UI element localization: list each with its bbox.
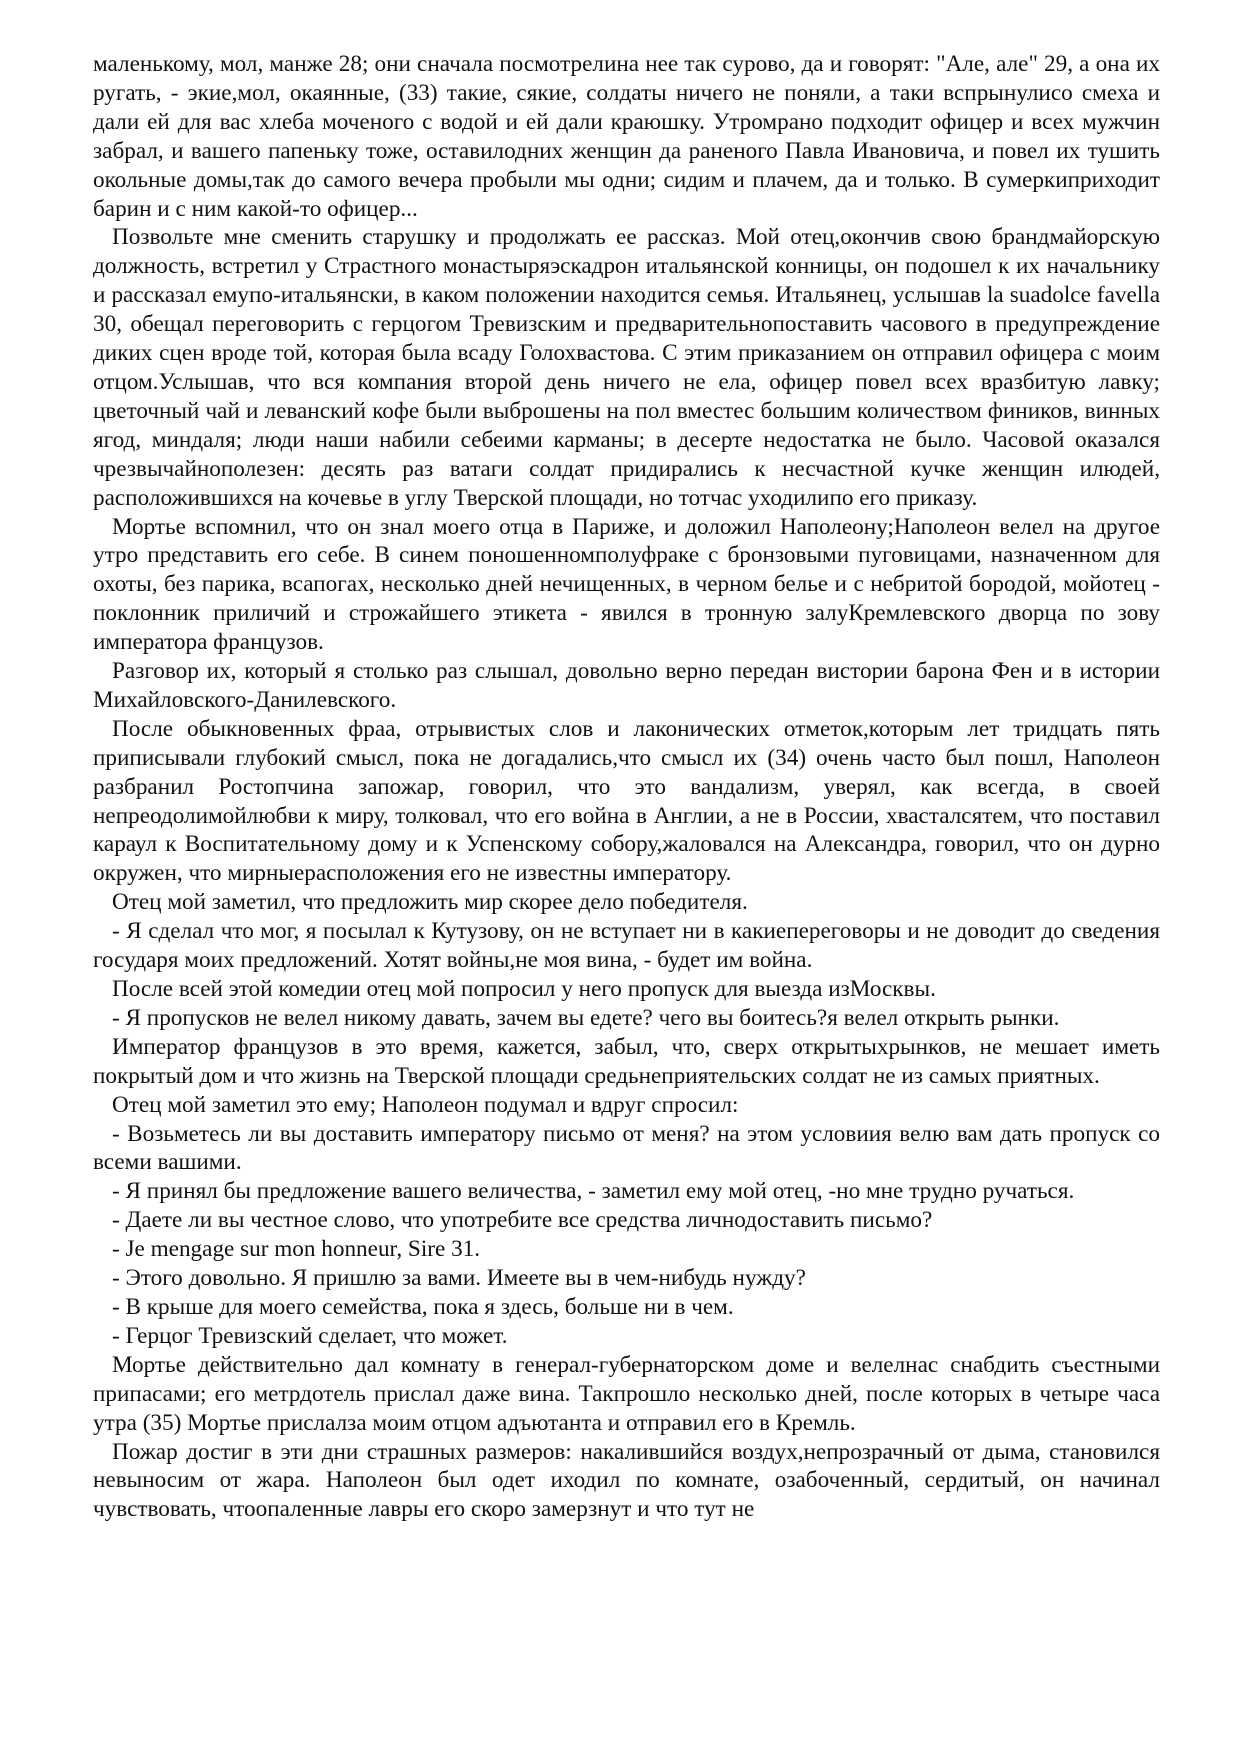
paragraph-18: - Герцог Тревизский сделает, что может. (112, 1322, 508, 1349)
paragraph-14: - Даете ли вы честное слово, что употребите все средства личнодоставить письмо? (112, 1207, 933, 1234)
document-page (93, 50, 1160, 1524)
paragraph-3: Мортье вспомнил, что он знал моего отца в Париже, и доложил Наполеону;Наполеон велел на другое утро представить его себе. В синем поношенномполуфраке с бронзовыми пуговицами, назначенном для охоты, без парика, всапогах, несколько дней нечищенных, в черном белье и с небритой бородой, мойотец - поклонник приличий и строжайшего этикета - явился в тронную залуКремлевского дворца по зову императора французов. (93, 513, 1160, 656)
paragraph-7: - Я сделал что мог, я посылал к Кутузову, он не вступает ни в какиепереговоры и не доводит до сведения государя моих предложений. Хотят войны,не моя вина, - будет им война. (93, 918, 1160, 974)
paragraph-2: Позвольте мне сменить старушку и продолжать ее рассказ. Мой отец,окончив свою брандмайорскую должность, встретил у Страстного монастыряэскадрон итальянской конницы, он подошел к их начальнику и рассказал емупо-итальянски, в каком положении находится семья. Итальянец, услышав la suadolce favella 30, обещал переговорить с герцогом Тревизским и предварительнопоставить часового в предупреждение диких сцен вроде той, которая была всаду Голохвастова. С этим приказанием он отправил офицера с моим отцом.Услышав, что вся компания второй день ничего не ела, офицер повел всех вразбитую лавку; цветочный чай и леванский кофе были выброшены на пол вместес большим количеством фиников, винных ягод, миндаля; люди наши набили себеими карманы; в десерте недостатка не было. Часовой оказался чрезвычайнополезен: десять раз ватаги солдат придирались к несчастной кучке женщин илюдей, расположившихся на кочевье в углу Тверской площади, но тотчас уходилипо его приказу. (93, 224, 1160, 511)
paragraph-5: После обыкновенных фраа, отрывистых слов и лаконических отметок,которым лет тридцать пять приписывали глубокий смысл, пока не догадались,что смысл их (34) очень часто был пошл, Наполеон разбранил Ростопчина запожар, говорил, что это вандализм, уверял, как всегда, в своей непреодолимойлюбви к миру, толковал, что его война в Англии, а не в России, хвасталсятем, что поставил караул к Воспитательному дому и к Успенскому собору,жаловался на Александра, говорил, что он дурно окружен, что мирныерасположения его не известны императору. (93, 715, 1160, 887)
paragraph-10: Император французов в это время, кажется, забыл, что, сверх открытыхрынков, не мешает иметь покрытый дом и что жизнь на Тверской площади средьнеприятельских солдат не из самых приятных. (93, 1033, 1160, 1089)
paragraph-12: - Возьметесь ли вы доставить императору письмо от меня? на этом условиия велю вам дать пропуск со всеми вашими. (93, 1120, 1160, 1176)
paragraph-11: Отец мой заметил это ему; Наполеон подумал и вдруг спросил: (112, 1091, 739, 1118)
paragraph-8: После всей этой комедии отец мой попросил у него пропуск для выезда изМосквы. (112, 976, 936, 1002)
paragraph-13: - Я принял бы предложение вашего величества, - заметил ему мой отец, -но мне трудно ручаться. (112, 1178, 1075, 1205)
paragraph-19: Мортье действительно дал комнату в генерал-губернаторском доме и велелнас снабдить съестными припасами; его метрдотель прислал даже вина. Такпрошло несколько дней, после которых в четыре часа утра (35) Мортье прислалза моим отцом адъютанта и отправил его в Кремль. (93, 1351, 1160, 1436)
paragraph-1: маленькому, мол, манже 28; они сначала посмотрелина нее так сурово, да и говорят: "Але, але" 29, а она их ругать, - экие,мол, окаянные, (33) такие, сякие, солдаты ничего не поняли, а таки вспрынулисо смеха и дали ей для вас хлеба моченого с водой и ей дали краюшку. Утромрано подходит офицер и всех мужчин забрал, и вашего папеньку тоже, оставилодних женщин да раненого Павла Ивановича, и повел их тушить окольные домы,так до самого вечера пробыли мы одни; сидим и плачем, да и только. В сумеркиприходит барин и с ним какой-то офицер... (93, 51, 1160, 222)
paragraph-16: - Этого довольно. Я пришлю за вами. Имеете вы в чем-нибудь нужду? (112, 1265, 806, 1292)
paragraph-9: - Я пропусков не велел никому давать, зачем вы едете? чего вы боитесь?я велел открыть рынки. (112, 1004, 1060, 1031)
paragraph-20: Пожар достиг в эти дни страшных размеров: накалившийся воздух,непрозрачный от дыма, становился невыносим от жара. Наполеон был одет иходил по комнате, озабоченный, сердитый, он начинал чувствовать, чтоопаленные лавры его скоро замерзнут и что тут не (93, 1438, 1160, 1523)
paragraph-15: - Je mengage sur mon honneur, Sire 31. (112, 1236, 481, 1263)
paragraph-6: Отец мой заметил, что предложить мир скорее дело победителя. (112, 889, 748, 916)
paragraph-4: Разговор их, который я столько раз слышал, довольно верно передан вистории барона Фен и в истории Михайловского-Данилевского. (93, 658, 1160, 713)
paragraph-17: - В крыше для моего семейства, пока я здесь, больше ни в чем. (112, 1293, 734, 1320)
